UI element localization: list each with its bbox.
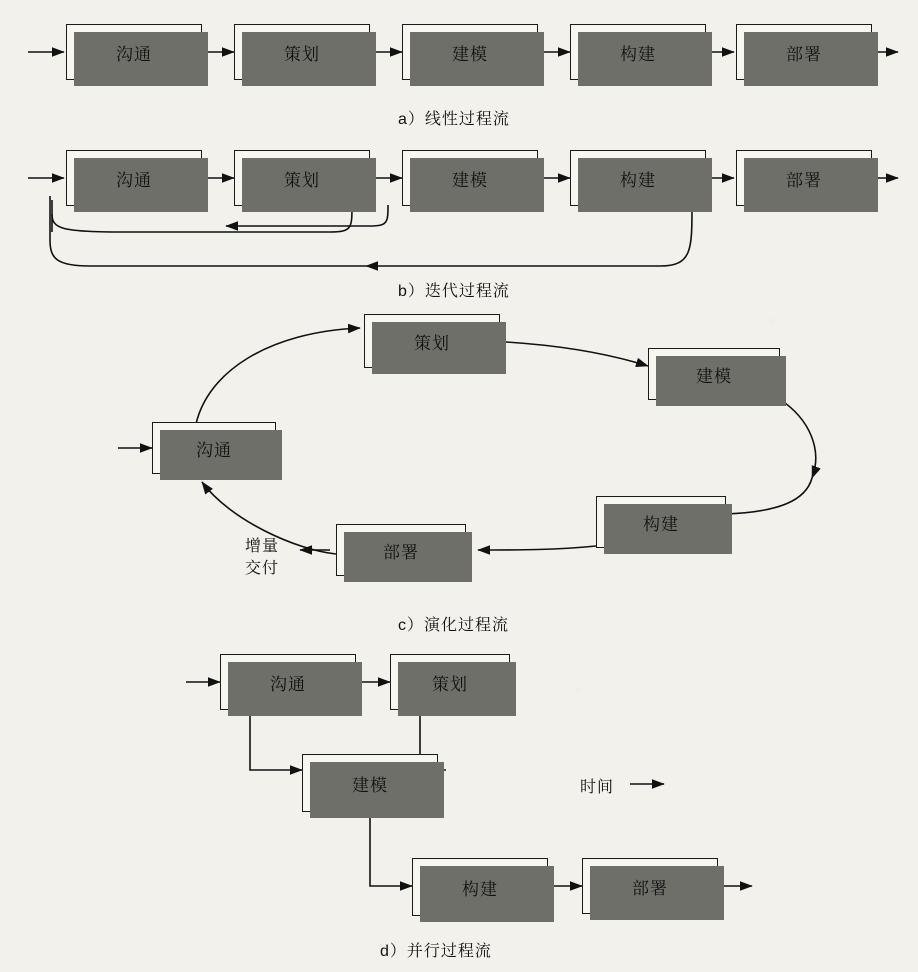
node-label: 部署 (632, 878, 668, 898)
node-label: 策划 (284, 170, 320, 190)
node-label: 部署 (786, 44, 822, 64)
node-construction-c[interactable] (596, 496, 726, 548)
node-label: 部署 (786, 170, 822, 190)
node-deployment-d[interactable] (582, 858, 718, 914)
node-label: 构建 (620, 170, 656, 190)
caption-panel-c: c）演化过程流 (398, 617, 510, 634)
node-label: 沟通 (270, 674, 306, 694)
node-deployment-c[interactable] (336, 524, 466, 576)
caption-panel-b: b）迭代过程流 (398, 283, 510, 300)
node-label: 建模 (452, 44, 488, 64)
node-communication-d[interactable] (220, 654, 356, 710)
node-construction-d[interactable] (412, 858, 548, 916)
increment-delivery-line1: 增量 (244, 538, 279, 555)
node-modeling-a[interactable] (402, 24, 538, 80)
node-label: 策划 (284, 44, 320, 64)
node-label: 沟通 (196, 440, 232, 460)
node-modeling-d[interactable] (302, 754, 438, 812)
node-label: 建模 (452, 170, 488, 190)
node-planning-d[interactable] (390, 654, 510, 710)
node-planning-a[interactable] (234, 24, 370, 80)
caption-panel-d: d）并行过程流 (380, 943, 492, 960)
node-communication-a[interactable] (66, 24, 202, 80)
node-deployment-b[interactable] (736, 150, 872, 206)
node-modeling-b[interactable] (402, 150, 538, 206)
node-label: 沟通 (116, 44, 152, 64)
node-label: 部署 (383, 542, 419, 562)
node-construction-a[interactable] (570, 24, 706, 80)
node-modeling-c[interactable] (648, 348, 780, 400)
node-communication-c[interactable] (152, 422, 276, 474)
increment-delivery-line2: 交付 (244, 560, 279, 577)
node-label: 策划 (414, 333, 450, 353)
node-deployment-a[interactable] (736, 24, 872, 80)
axis-label-time: 时间 (580, 779, 615, 796)
node-planning-b[interactable] (234, 150, 370, 206)
node-communication-b[interactable] (66, 150, 202, 206)
node-label: 构建 (462, 879, 498, 899)
node-label: 沟通 (116, 170, 152, 190)
node-label: 构建 (620, 44, 656, 64)
node-label: 构建 (643, 514, 679, 534)
annotation-increment-delivery (232, 536, 292, 580)
node-label: 策划 (432, 674, 468, 694)
node-planning-c[interactable] (364, 314, 500, 368)
node-label: 建模 (352, 775, 388, 795)
node-construction-b[interactable] (570, 150, 706, 206)
caption-panel-a: a）线性过程流 (398, 111, 510, 128)
node-label: 建模 (696, 366, 732, 386)
